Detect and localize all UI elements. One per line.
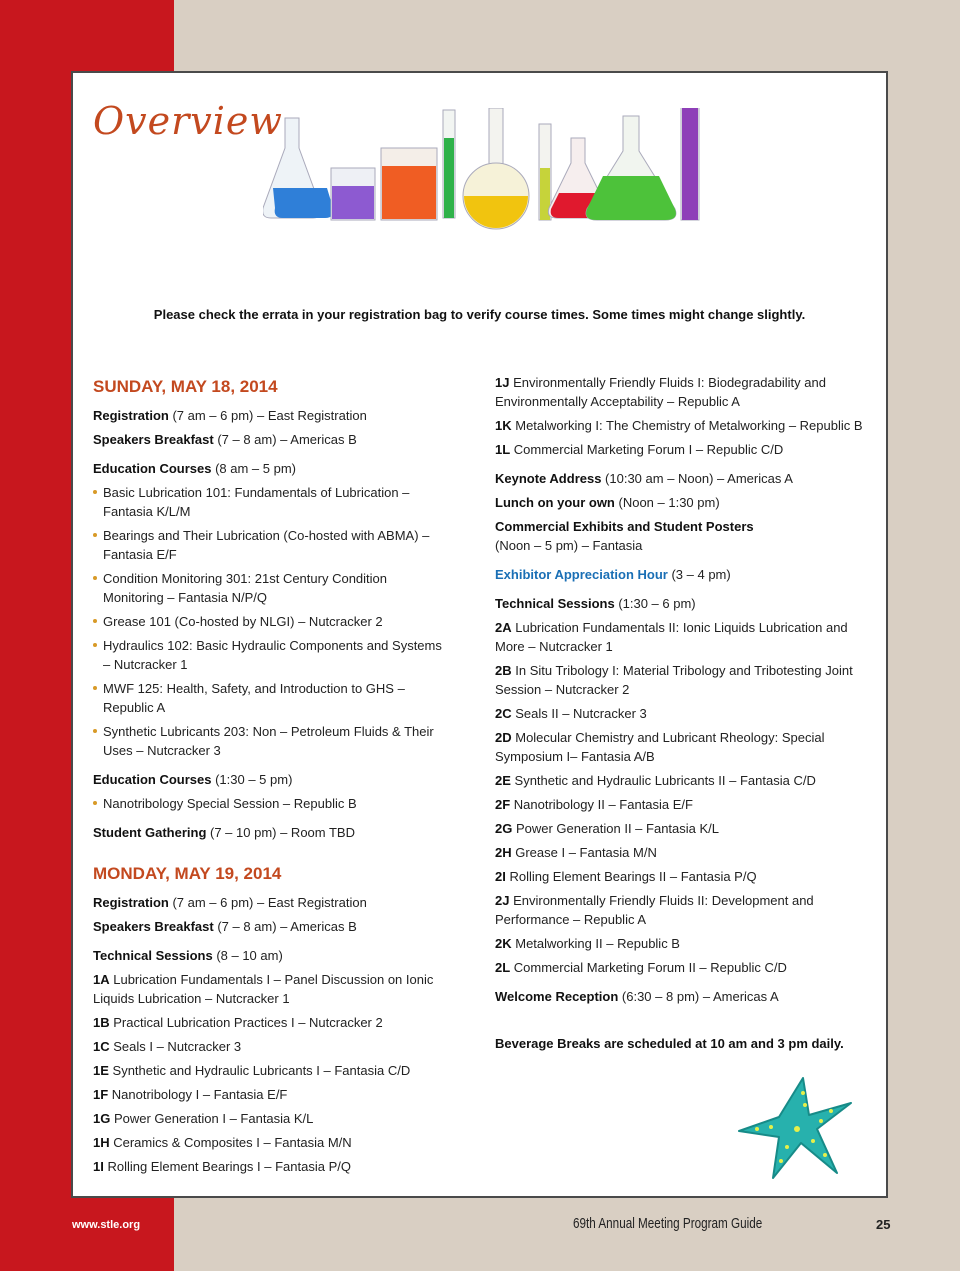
monday-registration: Registration (7 am – 6 pm) – East Registration: [93, 895, 367, 910]
footer-url[interactable]: www.stle.org: [72, 1219, 141, 1231]
overview-panel: [71, 71, 888, 1198]
footer-guide-title: 69th Annual Meeting Program Guide: [573, 1215, 763, 1232]
session-item: 1A Lubrication Fundamentals I – Panel Discussion on Ionic Liquids Lubrication – Nutcracker 1: [93, 972, 434, 1006]
sunday-education-courses-pm: Education Courses (1:30 – 5 pm): [93, 772, 293, 787]
list-item: Synthetic Lubricants 203: Non – Petroleum Fluids & Their Uses – Nutcracker 3: [93, 722, 443, 760]
session-item: 2I Rolling Element Bearings II – Fantasia P/Q: [495, 869, 757, 884]
session-item: 2F Nanotribology II – Fantasia E/F: [495, 797, 693, 812]
list-item: Nanotribology Special Session – Republic B: [93, 794, 443, 813]
lunch: Lunch on your own (Noon – 1:30 pm): [495, 495, 720, 510]
sunday-speakers-breakfast: Speakers Breakfast (7 – 8 am) – Americas B: [93, 432, 357, 447]
page-number: 25: [876, 1217, 891, 1232]
starfish-illustration: [733, 1073, 858, 1183]
errata-notice: Please check the errata in your registration bag to verify course times. Some times might change slightly.: [153, 307, 806, 322]
commercial-exhibits: Commercial Exhibits and Student Posters (Noon – 5 pm) – Fantasia: [495, 519, 754, 553]
session-item: 1G Power Generation I – Fantasia K/L: [93, 1111, 314, 1126]
session-item: 1L Commercial Marketing Forum I – Republic C/D: [495, 442, 784, 457]
exhibitor-appreciation-hour: Exhibitor Appreciation Hour (3 – 4 pm): [495, 567, 731, 582]
session-item: 2E Synthetic and Hydraulic Lubricants II – Fantasia C/D: [495, 773, 816, 788]
session-item: 2A Lubrication Fundamentals II: Ionic Liquids Lubrication and More – Nutcracker 1: [495, 620, 848, 654]
lab-glassware-illustration: [263, 108, 703, 268]
list-item: Grease 101 (Co-hosted by NLGI) – Nutcracker 2: [93, 612, 443, 631]
session-item: 2K Metalworking II – Republic B: [495, 936, 680, 951]
session-item: 1K Metalworking I: The Chemistry of Metalworking – Republic B: [495, 418, 863, 433]
session-item: 1C Seals I – Nutcracker 3: [93, 1039, 242, 1054]
monday-technical-sessions-pm: Technical Sessions (1:30 – 6 pm): [495, 596, 696, 611]
session-item: 2D Molecular Chemistry and Lubricant Rheology: Special Symposium I– Fantasia A/B: [495, 730, 825, 764]
session-item: 2H Grease I – Fantasia M/N: [495, 845, 657, 860]
list-item: Hydraulics 102: Basic Hydraulic Components and Systems – Nutcracker 1: [93, 636, 443, 674]
session-item: 2G Power Generation II – Fantasia K/L: [495, 821, 720, 836]
session-item: 2J Environmentally Friendly Fluids II: Development and Performance – Republic A: [495, 893, 814, 927]
session-item: 2C Seals II – Nutcracker 3: [495, 706, 647, 721]
session-item: 1H Ceramics & Composites I – Fantasia M/N: [93, 1135, 352, 1150]
keynote-address: Keynote Address (10:30 am – Noon) – Americas A: [495, 471, 793, 486]
sunday-heading: SUNDAY, MAY 18, 2014: [93, 377, 278, 396]
page-title: Overview: [93, 99, 283, 143]
session-item: 1E Synthetic and Hydraulic Lubricants I – Fantasia C/D: [93, 1063, 411, 1078]
list-item: MWF 125: Health, Safety, and Introduction to GHS – Republic A: [93, 679, 443, 717]
list-item: Basic Lubrication 101: Fundamentals of Lubrication – Fantasia K/L/M: [93, 483, 443, 521]
session-item: 1B Practical Lubrication Practices I – Nutcracker 2: [93, 1015, 383, 1030]
sunday-education-courses-am: Education Courses (8 am – 5 pm): [93, 461, 296, 476]
sunday-registration: Registration (7 am – 6 pm) – East Registration: [93, 408, 367, 423]
list-item: Condition Monitoring 301: 21st Century Condition Monitoring – Fantasia N/P/Q: [93, 569, 443, 607]
session-item: 1I Rolling Element Bearings I – Fantasia P/Q: [93, 1159, 351, 1174]
session-item: 1F Nanotribology I – Fantasia E/F: [93, 1087, 288, 1102]
beverage-breaks-note: Beverage Breaks are scheduled at 10 am and 3 pm daily.: [495, 1036, 844, 1051]
monday-heading: MONDAY, MAY 19, 2014: [93, 864, 282, 883]
session-item: 2B In Situ Tribology I: Material Tribology and Tribotesting Joint Session – Nutcracker 2: [495, 663, 853, 697]
right-column: [495, 373, 880, 1058]
sunday-student-gathering: Student Gathering (7 – 10 pm) – Room TBD: [93, 825, 355, 840]
welcome-reception: Welcome Reception (6:30 – 8 pm) – Americas A: [495, 989, 779, 1004]
session-item: 1J Environmentally Friendly Fluids I: Biodegradability and Environmentally Acceptability – Republic A: [495, 375, 826, 409]
session-item: 2L Commercial Marketing Forum II – Republic C/D: [495, 960, 787, 975]
list-item: Bearings and Their Lubrication (Co-hosted with ABMA) – Fantasia E/F: [93, 526, 443, 564]
left-column: [93, 373, 443, 1181]
monday-speakers-breakfast: Speakers Breakfast (7 – 8 am) – Americas B: [93, 919, 357, 934]
monday-technical-sessions-am: Technical Sessions (8 – 10 am): [93, 948, 283, 963]
